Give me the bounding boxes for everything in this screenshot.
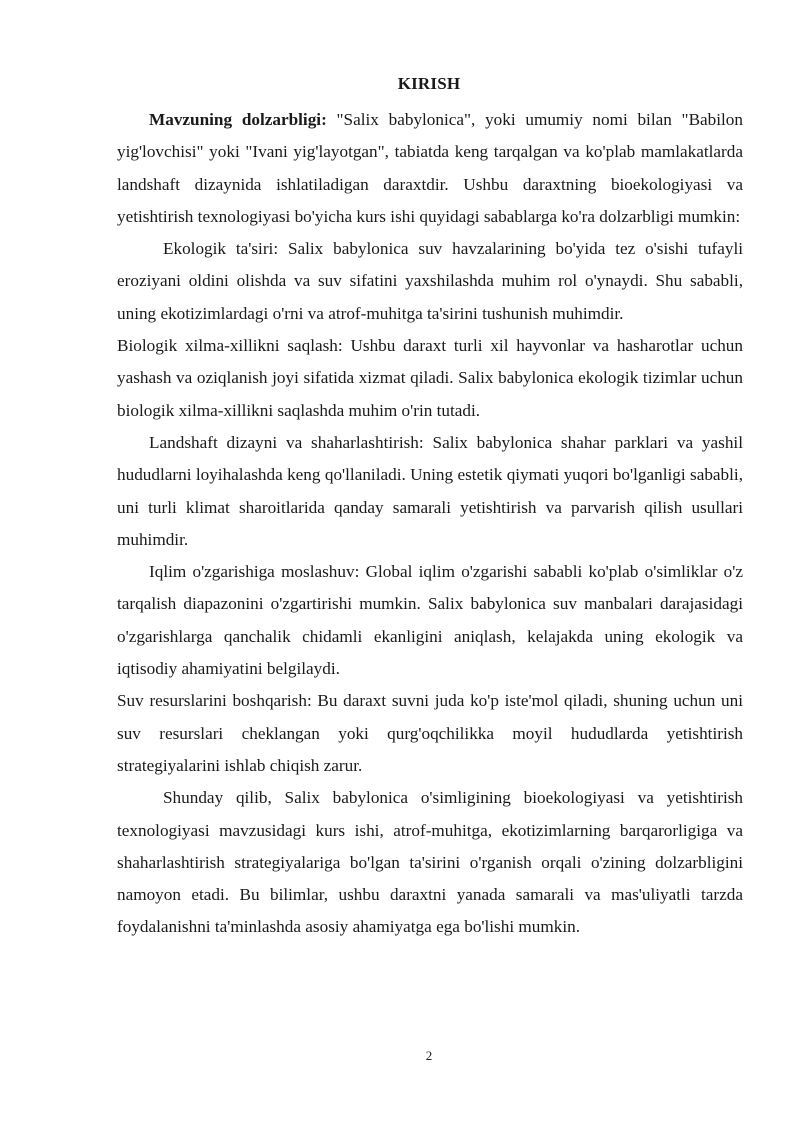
document-body [117,104,743,944]
paragraph-ecological-impact: Ekologik ta'siri: Salix babylonica suv havzalarining bo'yida tez o'sishi tufayli eroziyani oldini olishda va suv sifatini yaxshilashda muhim rol o'ynaydi. Shu sababli, uning ekotizimlardagi o'rni va atrof-muhitga ta'sirini tushunish muhimdir. [117,239,743,323]
intro-lead: Mavzuning dolzarbligi: [149,110,327,129]
intro-text: "Salix babylonica", yoki umumiy nomi bilan "Babilon yig'lovchisi" yoki "Ivani yig'layotgan", tabiatda keng tarqalgan va ko'plab mamlakatlarda landshaft dizaynida ishlatiladigan daraxtdir. Ushbu daraxtning bioekologiyasi va yetishtirish texnologiyasi bo'yicha kurs ishi quyidagi sabablarga ko'ra dolzarbligi mumkin: [117,110,743,226]
paragraph-climate-adaptation: Iqlim o'zgarishiga moslashuv: Global iqlim o'zgarishi sababli ko'plab o'simliklar o'z tarqalish diapazonini o'zgartirishi mumkin. Salix babylonica suv manbalari darajasidagi o'zgarishlarga qanchalik chidamli ekanligini aniqlash, kelajakda uning ekologik va iqtisodiy ahamiyatini belgilaydi. [117,562,743,679]
paragraph-water-resources: Suv resurslarini boshqarish: Bu daraxt suvni juda ko'p iste'mol qiladi, shuning uchun uni suv resurslari cheklangan yoki qurg'oqchilikka moyil hududlarda yetishtirish strategiyalarini ishlab chiqish zarur. [117,691,743,775]
intro-paragraph [117,104,743,233]
page-number: 2 [425,1048,433,1063]
paragraph-biodiversity: Biologik xilma-xillikni saqlash: Ushbu daraxt turli xil hayvonlar va hasharotlar uchun yashash va oziqlanish joyi sifatida xizmat qiladi. Salix babylonica ekologik tizimlar uchun biologik xilma-xillikni saqlashda muhim o'rin tutadi. [117,336,743,420]
paragraph-landscape-design: Landshaft dizayni va shaharlashtirish: Salix babylonica shahar parklari va yashil hududlarni loyihalashda keng qo'llaniladi. Uning estetik qiymati yuqori bo'lganligi sababli, uni turli klimat sharoitlarida qanday samarali yetishtirish va parvarish qilish usullari muhimdir. [117,432,743,549]
section-heading: KIRISH [397,74,461,93]
paragraph-conclusion: Shunday qilib, Salix babylonica o'simligining bioekologiyasi va yetishtirish texnologiyasi mavzusidagi kurs ishi, atrof-muhitga, ekotizimlarning barqarorligiga va shaharlashtirish strategiyalariga bo'lgan ta'sirini o'rganish orqali o'zining dolzarbligini namoyon etadi. Bu bilimlar, ushbu daraxtni yanada samarali va mas'uliyatli tarzda foydalanishni ta'minlashda asosiy ahamiyatga ega bo'lishi mumkin. [117,788,743,937]
